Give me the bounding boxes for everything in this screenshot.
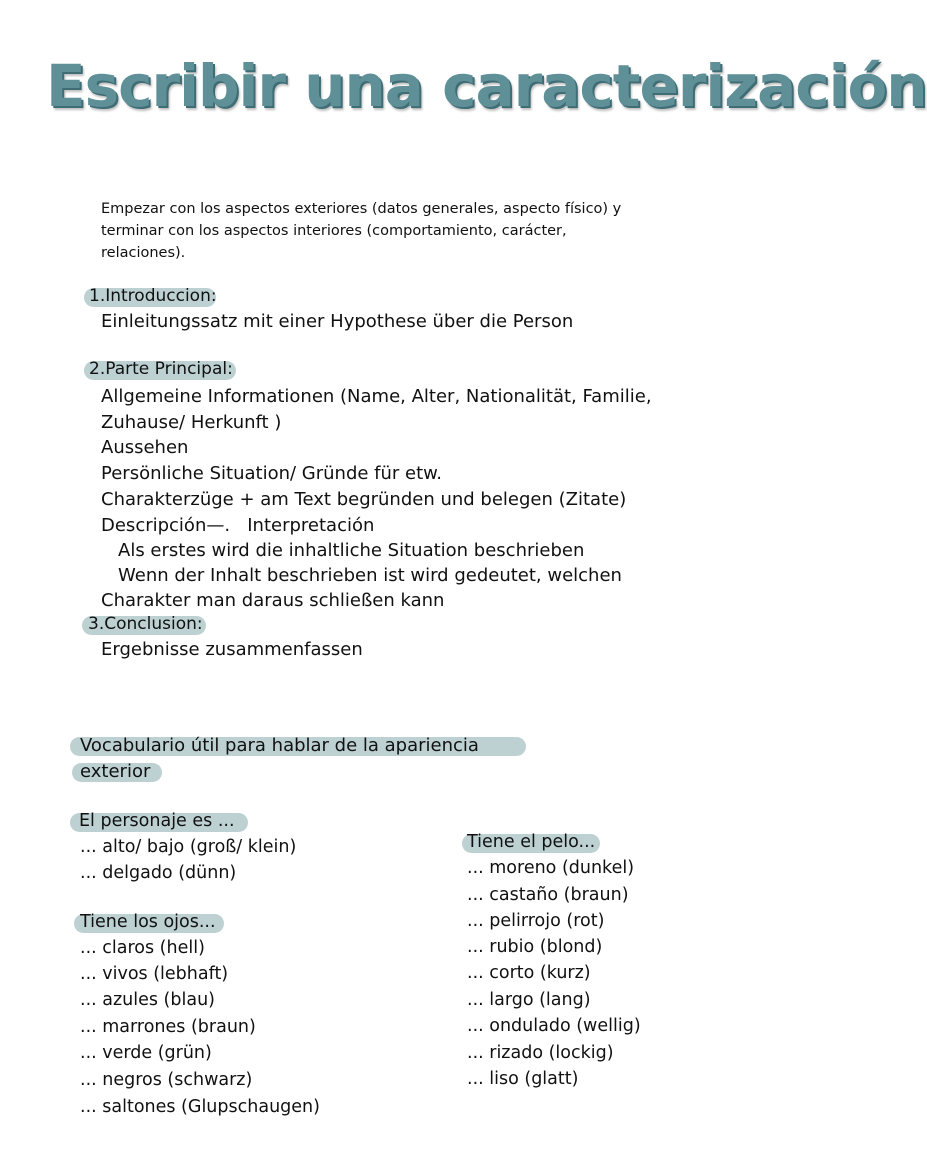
list-item: ... pelirrojo (rot) — [467, 911, 605, 931]
intro-line-1: Empezar con los aspectos exteriores (datos generales, aspecto físico) y — [101, 201, 622, 217]
main-line: Als erstes wird die inhaltliche Situation beschrieben — [118, 540, 585, 561]
vocab-heading-line2: exterior — [80, 761, 151, 782]
list-item: ... liso (glatt) — [467, 1069, 579, 1089]
vocab-heading: Vocabulario útil para hablar de la apariencia — [80, 735, 479, 756]
main-line: Aussehen — [101, 437, 189, 458]
list-item: ... ondulado (wellig) — [467, 1016, 641, 1036]
conclusion-text: Ergebnisse zusammenfassen — [101, 639, 363, 660]
personaje-heading: El personaje es ... — [79, 811, 235, 831]
main-line: Charakterzüge + am Text begründen und belegen (Zitate) — [101, 489, 627, 510]
introduccion-text: Einleitungssatz mit einer Hypothese über die Person — [101, 311, 574, 332]
conclusion-heading: 3.Conclusion: — [88, 614, 203, 634]
main-line: Persönliche Situation/ Gründe für etw. — [101, 463, 442, 484]
list-item: ... corto (kurz) — [467, 963, 591, 983]
list-item: ... negros (schwarz) — [80, 1070, 253, 1090]
list-item: ... rubio (blond) — [467, 937, 603, 957]
intro-line-2: terminar con los aspectos interiores (comportamiento, carácter, — [101, 223, 567, 239]
main-line: Zuhause/ Herkunft ) — [101, 412, 282, 433]
list-item: ... rizado (lockig) — [467, 1043, 614, 1063]
main-line: Wenn der Inhalt beschrieben ist wird gedeutet, welchen — [118, 565, 622, 586]
main-line: Descripción—. Interpretación — [101, 515, 375, 536]
pelo-heading: Tiene el pelo... — [467, 832, 596, 852]
list-item: ... verde (grün) — [80, 1043, 212, 1063]
list-item: ... marrones (braun) — [80, 1017, 256, 1037]
intro-line-3: relaciones). — [101, 245, 186, 261]
list-item: ... saltones (Glupschaugen) — [80, 1097, 320, 1117]
list-item: ... azules (blau) — [80, 990, 216, 1010]
list-item: ... claros (hell) — [80, 938, 205, 958]
main-line: Charakter man daraus schließen kann — [101, 590, 445, 611]
list-item: ... largo (lang) — [467, 990, 591, 1010]
page-title: Escribir una caracterización — [46, 52, 927, 120]
list-item: ... moreno (dunkel) — [467, 858, 635, 878]
ojos-heading: Tiene los ojos... — [80, 912, 216, 932]
list-item: ... alto/ bajo (groß/ klein) — [80, 837, 297, 857]
list-item: ... vivos (lebhaft) — [80, 964, 229, 984]
parte-principal-heading: 2.Parte Principal: — [89, 359, 233, 379]
list-item: ... delgado (dünn) — [80, 863, 237, 883]
main-line: Allgemeine Informationen (Name, Alter, Nationalität, Familie, — [101, 386, 652, 407]
introduccion-heading: 1.Introduccion: — [89, 286, 217, 306]
list-item: ... castaño (braun) — [467, 885, 629, 905]
